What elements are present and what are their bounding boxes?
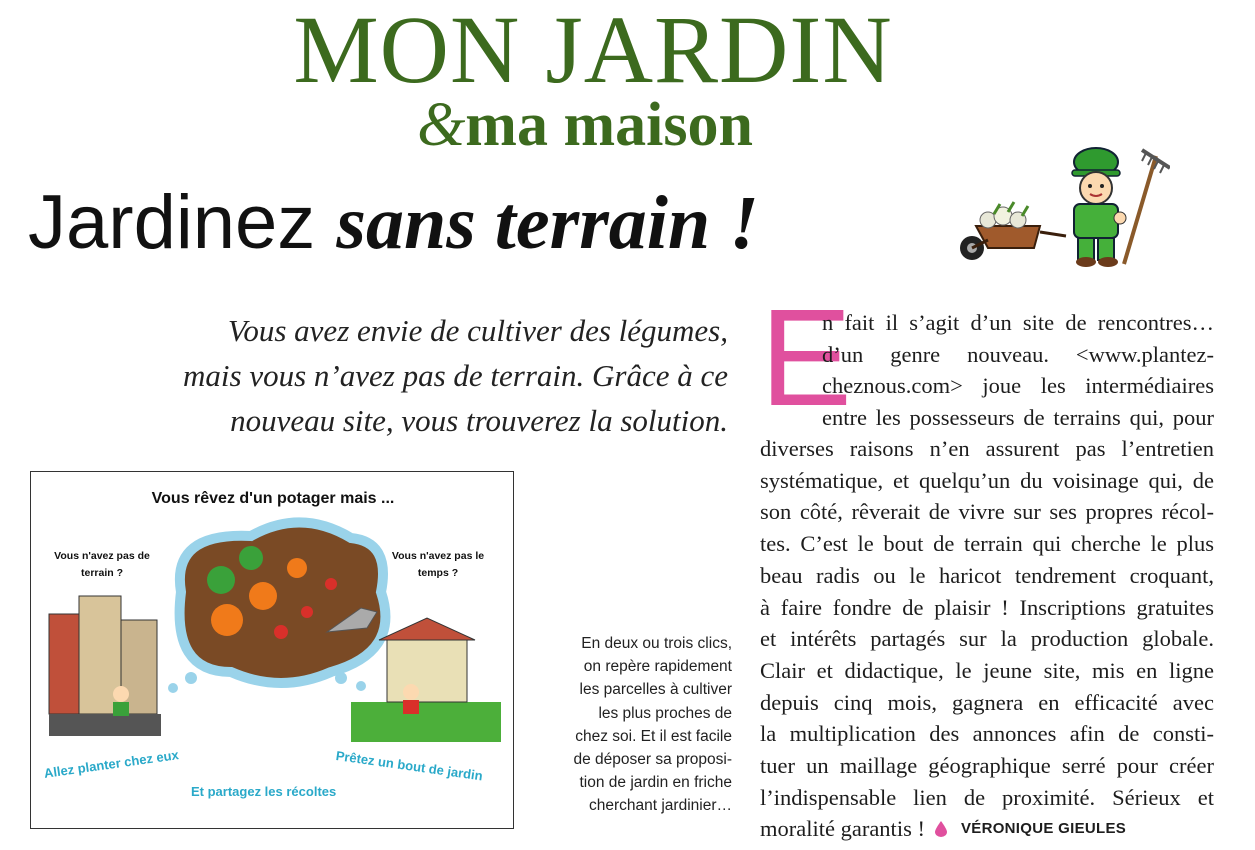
image-caption xyxy=(540,632,732,818)
intro-line: mais vous n’avez pas de terrain. Grâce à ce xyxy=(183,358,728,393)
body-line: beau radis ou le haricot tendrement croquant, xyxy=(760,562,1214,588)
end-mark-drop-icon xyxy=(935,821,947,837)
right-question-line1: Vous n'avez pas le xyxy=(391,550,485,562)
body-line: Clair et didactique, le jeune site, mis en ligne xyxy=(760,657,1214,683)
body-line: d’un genre nouveau. <www.plantez- xyxy=(822,341,1214,367)
headline-bold: sans terrain ! xyxy=(336,181,759,265)
masthead-subtitle-text: ma maison xyxy=(465,91,753,159)
caption-line: les parcelles à cultiver xyxy=(579,681,732,699)
body-last-line: moralité garantis ! xyxy=(760,816,925,842)
illustration-title: Vous rêvez d'un potager mais ... xyxy=(151,490,395,507)
caption-line: cherchant jardinier… xyxy=(588,797,732,815)
right-question-line2: temps ? xyxy=(417,567,459,579)
intro-line: Vous avez envie de cultiver des légumes, xyxy=(227,313,728,348)
body-line: systématique, et quelqu’un du voisinage qui, de xyxy=(760,467,1214,493)
caption-line: chez soi. Et il est facile xyxy=(575,727,732,745)
body-line: la multiplication des annonces afin de consti- xyxy=(760,721,1214,747)
article-body xyxy=(760,433,1214,845)
body-line: tuer un maillage géographique serré pour créer xyxy=(760,753,1214,779)
wheelbarrow-tray xyxy=(976,226,1040,248)
right-action-label: Prêtez un bout de jardin xyxy=(334,748,484,784)
masthead-ampersand: & xyxy=(417,91,466,159)
body-line: entre les possesseurs de terrains qui, pour xyxy=(822,405,1214,431)
article-body-indented xyxy=(822,307,1214,434)
article-intro xyxy=(40,308,728,443)
body-line: son côté, rêverait de vivre sur ses propres récol- xyxy=(760,499,1214,525)
left-question-line2: terrain ? xyxy=(80,567,123,579)
body-line: tes. C’est le bout de terrain qui cherche le plus xyxy=(760,531,1214,557)
body-line: et intérêts partagés sur la production globale. xyxy=(760,626,1214,652)
caption-line: les plus proches de xyxy=(598,704,732,722)
drop-cap: E xyxy=(760,281,853,435)
article-headline xyxy=(28,178,759,268)
gardener-overalls xyxy=(1074,204,1118,238)
city-building xyxy=(49,614,79,714)
body-line: depuis cinq mois, gagnera en efficacité avec xyxy=(760,689,1214,715)
intro-line: nouveau site, vous trouverez la solution. xyxy=(230,403,728,438)
caption-line: tion de jardin en friche xyxy=(579,774,732,792)
author-signature: VÉRONIQUE GIEULES xyxy=(960,820,1127,838)
caption-line: on repère rapidement xyxy=(583,658,732,676)
signature-line xyxy=(760,813,1214,845)
body-line: à faire fondre de plaisir ! Inscriptions gratuites xyxy=(760,594,1214,620)
left-question-line1: Vous n'avez pas de xyxy=(54,550,150,562)
gardener-face xyxy=(1080,172,1112,204)
website-illustration xyxy=(30,471,514,829)
gardener-wheelbarrow-illustration xyxy=(948,140,1170,268)
pumpkin xyxy=(211,604,243,636)
masthead-title: MON JARDIN xyxy=(293,0,893,103)
body-line: diverses raisons n’en assurent pas l’entretien xyxy=(760,436,1214,461)
caption-line: de déposer sa proposi- xyxy=(573,751,732,769)
headline-light: Jardinez xyxy=(28,180,337,265)
body-line: cheznous.com> joue les intermédiaires xyxy=(822,373,1214,399)
rake xyxy=(1124,156,1156,264)
body-line: n fait il s’agit d’un site de rencontres… xyxy=(822,310,1214,335)
body-line: l’indispensable lien de proximité. Sérieux et xyxy=(760,784,1214,810)
caption-line: En deux ou trois clics, xyxy=(581,635,732,652)
lawn xyxy=(351,702,501,742)
masthead-subtitle xyxy=(350,92,820,158)
garden-thought-cloud xyxy=(180,522,386,683)
bottom-action-label: Et partagez les récoltes xyxy=(191,784,337,799)
house xyxy=(387,640,467,702)
left-action-label: Allez planter chez eux xyxy=(43,747,180,781)
